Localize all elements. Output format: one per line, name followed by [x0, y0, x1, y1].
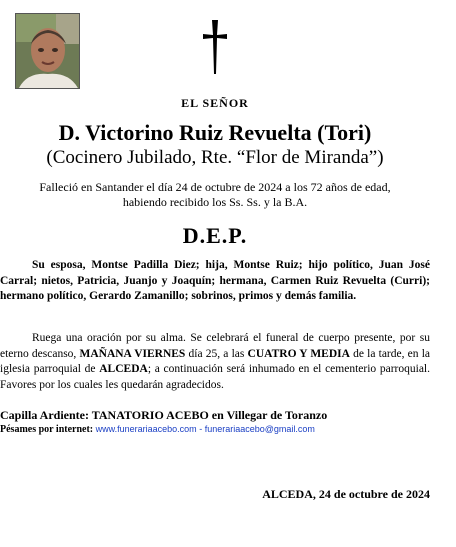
family-text: Su esposa, Montse Padilla Diez; hija, Montse Ruiz; hijo político, Juan José Carral; nietos, Patricia, Juanjo y Joaquín; hermana, Carmen Ruiz Revuelta (Curri); hermano político, Gerardo Zamanillo; sobrinos, primos y demás familia.: [0, 259, 430, 302]
title-prefix: EL SEÑOR: [181, 96, 249, 110]
prayer-text-3: de la tarde, en la iglesia parroquial de: [0, 347, 430, 375]
death-notice-line2: habiendo recibido los Ss. Ss. y la B.A.: [122, 195, 308, 209]
prayer-text-4: ; a continuación será inhumado en el cementerio parroquial. Favores por los cuales les quedarán agradecidos.: [0, 363, 430, 391]
website-link[interactable]: www.funerariaacebo.com: [95, 424, 197, 434]
condolences-label: Pésames por internet:: [0, 424, 94, 435]
funeral-day: MAÑANA VIERNES: [79, 347, 186, 360]
condolences-line: [0, 424, 315, 435]
prayer-text-2: día 25, a las: [185, 347, 248, 360]
prayer-text-1: Ruega una oración por su alma. Se celebrará el funeral de cuerpo presente, por su eterno descanso,: [0, 332, 430, 360]
prayer-paragraph: [0, 331, 430, 393]
funeral-time: CUATRO Y MEDIA: [247, 347, 350, 360]
death-notice-line1: Falleció en Santander el día 24 de octubre de 2024 a los 72 años de edad,: [39, 180, 391, 194]
link-separator: -: [196, 424, 205, 434]
deceased-name: D. Victorino Ruiz Revuelta (Tori): [58, 120, 372, 145]
funeral-place: ALCEDA: [99, 363, 148, 375]
email-link[interactable]: funerariaacebo@gmail.com: [204, 424, 315, 434]
rip-heading: D.E.P.: [182, 223, 248, 248]
deceased-occupation: (Cocinero Jubilado, Rte. “Flor de Miranda”): [46, 147, 384, 168]
death-notice: [0, 180, 430, 210]
latin-cross-icon: [200, 18, 230, 78]
family-paragraph: [0, 258, 430, 305]
portrait-photo: [15, 13, 80, 89]
place-date-signature: ALCEDA, 24 de octubre de 2024: [262, 487, 430, 501]
chapel-info: Capilla Ardiente: TANATORIO ACEBO en Villegar de Toranzo: [0, 408, 328, 422]
